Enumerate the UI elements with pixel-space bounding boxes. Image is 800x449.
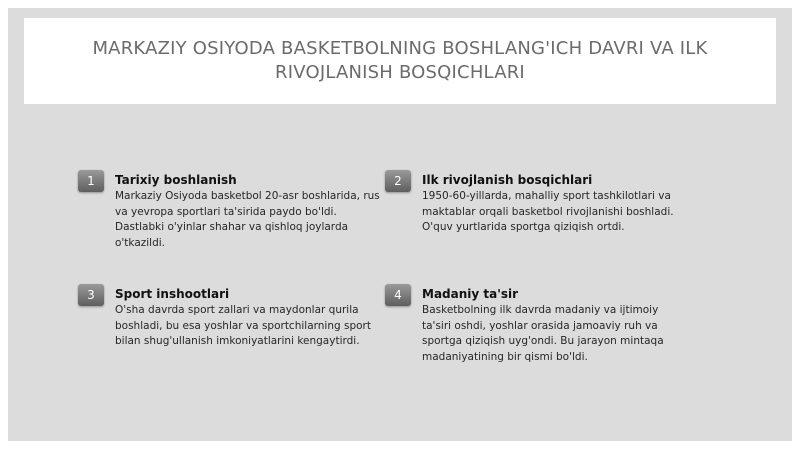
slide-title: MARKAZIY OSIYODA BASKETBOLNING BOSHLANG'ICH DAVRI VA ILK RIVOJLANISH BOSQICHLARI — [92, 38, 708, 83]
slide — [8, 8, 792, 441]
item-body: Markaziy Osiyoda basketbol 20-asr boshlarida, rus va yevropa sportlari ta'sirida paydo bo'ldi. Dastlabki o'yinlar shahar va qishloq joylarda o'tkazildi. — [115, 190, 380, 249]
item-body: O'sha davrda sport zallari va maydonlar qurila boshladi, bu esa yoshlar va sportchilarning sport bilan shug'ullanish imkoniyatlarini kengaytirdi. — [115, 304, 371, 347]
item-1 — [78, 170, 380, 260]
item-title: Sport inshootlari — [115, 287, 230, 301]
item-body: Basketbolning ilk davrda madaniy va ijtimoiy ta'siri oshdi, yoshlar orasida jamoaviy ruh va sportga qiziqish uyg'ondi. Bu jarayon mintaqa madaniyatining bir qismi bo'ldi. — [422, 304, 664, 363]
number-badge: 3 — [78, 284, 104, 306]
item-body: 1950-60-yillarda, mahalliy sport tashkilotlari va maktablar orqali basketbol rivojlanishi boshladi. O'quv yurtlarida sportga qiziqish ortdi. — [422, 190, 674, 233]
item-title: Ilk rivojlanish bosqichlari — [422, 173, 593, 187]
item-2 — [385, 170, 674, 260]
item-title: Tarixiy boshlanish — [115, 173, 237, 187]
item-4 — [385, 284, 664, 374]
item-title: Madaniy ta'sir — [422, 287, 519, 301]
title-box — [24, 18, 776, 104]
number-badge: 1 — [78, 170, 104, 192]
item-3 — [78, 284, 371, 374]
number-badge: 4 — [385, 284, 411, 306]
number-badge: 2 — [385, 170, 411, 192]
